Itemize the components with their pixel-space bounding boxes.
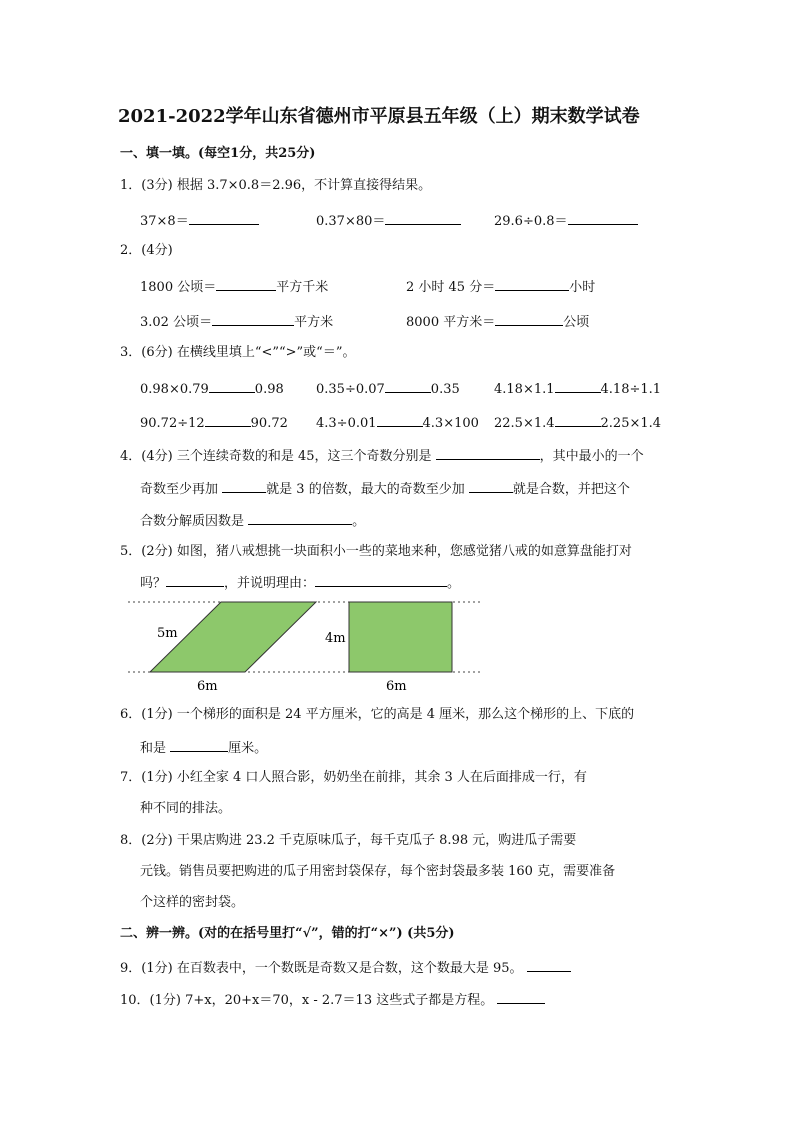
q3-r1-3: 4.18×1.1 4.18÷1.1 [494, 379, 661, 398]
q5-line-2: 吗？ ，并说明理由： 。 [140, 573, 460, 592]
q3-r2-3: 22.5×1.4 2.25×1.4 [494, 413, 661, 432]
q8-line-1: 8．(2分) 干果店购进 23.2 千克原味瓜子，每千克瓜子 8.98 元，购进瓜子需要 [120, 833, 577, 848]
q4-line-1: 4．(4分) 三个连续奇数的和是 45，这三个奇数分别是 ，其中最小的一个 [120, 446, 644, 465]
q6-line-2: 和是 厘米。 [140, 738, 267, 757]
q2-item-a: 1800 公顷＝ 平方千米 [140, 277, 328, 296]
q1-stem: 1．(3分) 根据 3.7×0.8＝2.96，不计算直接得结果。 [120, 178, 432, 193]
section-1-heading: 一、填一填。(每空1分，共25分) [120, 146, 316, 161]
q4-line-2: 奇数至少再加 就是 3 的倍数，最大的奇数至少加 就是合数，并把这个 [140, 479, 630, 498]
q3-r1-2: 0.35÷0.07 0.35 [316, 379, 460, 398]
q8-line-2: 元钱。销售员要把购进的瓜子用密封袋保存，每个密封袋最多装 160 克，需要准备 [140, 864, 616, 879]
q8-line-3: 个这样的密封袋。 [140, 895, 245, 910]
rectangle-plot [349, 602, 452, 672]
rectangle-base-label: 6m [386, 679, 407, 694]
q10: 10．(1分) 7+x，20+x＝70，x - 2.7＝13 这些式子都是方程。 [120, 990, 545, 1009]
q2-item-c: 3.02 公顷＝ 平方米 [140, 312, 333, 331]
q7-line-2: 种不同的排法。 [140, 801, 232, 816]
q2-stem: 2．(4分) [120, 243, 173, 258]
q2-item-d: 8000 平方米＝ 公顷 [406, 312, 589, 331]
q3-r2-1: 90.72÷12 90.72 [140, 413, 288, 432]
q6-line-1: 6．(1分) 一个梯形的面积是 24 平方厘米，它的高是 4 厘米，那么这个梯形的上、下底的 [120, 707, 635, 722]
section-2-heading: 二、辨一辨。(对的在括号里打“√”，错的打“×”) (共5分) [120, 926, 455, 941]
q3-r1-1: 0.98×0.79 0.98 [140, 379, 284, 398]
parallelogram-side-label: 5m [157, 626, 178, 641]
q3-r2-2: 4.3÷0.01 4.3×100 [316, 413, 479, 432]
q5-line-1: 5．(2分) 如图，猪八戒想挑一块面积小一些的菜地来种，您感觉猪八戒的如意算盘能打对 [120, 544, 632, 559]
q7-line-1: 7．(1分) 小红全家 4 口人照合影，奶奶坐在前排，其余 3 人在后面排成一行，有 [120, 770, 587, 785]
parallelogram-base-label: 6m [197, 679, 218, 694]
q4-line-3: 合数分解质因数是 。 [140, 511, 365, 530]
q5-figure [0, 592, 794, 702]
q1-item-2: 0.37×80＝ [316, 211, 461, 230]
q1-item-3: 29.6÷0.8＝ [494, 211, 638, 230]
rectangle-height-label: 4m [325, 631, 346, 646]
q2-item-b: 2 小时 45 分＝ 小时 [406, 277, 595, 296]
q9: 9．(1分) 在百数表中，一个数既是奇数又是合数，这个数最大是 95。 [120, 958, 571, 977]
q3-stem: 3．(6分) 在横线里填上“<”“>”或“＝”。 [120, 345, 356, 360]
q1-item-1: 37×8＝ [140, 211, 259, 230]
page-title: 2021-2022学年山东省德州市平原县五年级（上）期末数学试卷 [118, 106, 640, 127]
